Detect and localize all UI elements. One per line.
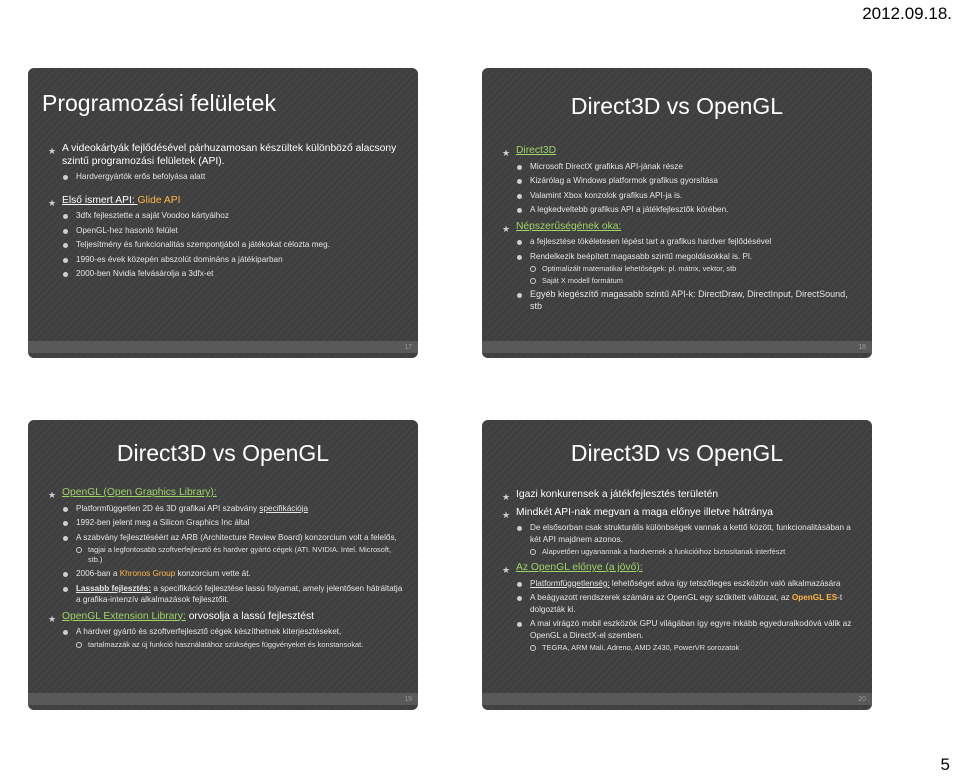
slide-20	[482, 420, 872, 710]
dot-icon	[517, 208, 522, 213]
sub-bullet: Rendelkezik beépített magasabb szintű megoldásokkal is. Pl.	[516, 251, 858, 263]
sub-bullet: a fejlesztése tökéletesen lépést tart a grafikus hardver fejlődésével	[516, 236, 858, 248]
sub-sub-bullet: TEGRA, ARM Mali, Adreno, AMD Z430, PowerVR sorozatok	[530, 643, 858, 653]
dot-icon	[63, 572, 68, 577]
slide-18	[482, 68, 872, 358]
sub-sub-bullet: Optimalizált matematikai lehetőségek: pl. mátrix, vektor, stb	[530, 264, 858, 274]
bullet: ★ OpenGL (Open Graphics Library):	[48, 487, 217, 500]
dot-icon	[517, 194, 522, 199]
dot-icon	[517, 240, 522, 245]
sub-sub-bullet: tartalmazzák az új funkció használatához szükséges függvényeket és konstansokat.	[76, 640, 404, 650]
sub-bullet: 1990-es évek közepén abszolút domináns a játékiparban	[62, 254, 404, 266]
sub-sub-bullet: Alapvetően ugyanannak a hardvernek a funkcióihoz biztosítanak interfészt	[530, 547, 858, 557]
sub-bullet: Microsoft DirectX grafikus API-jának része	[516, 161, 858, 173]
slide-19	[28, 420, 418, 710]
sub-bullet: Valamint Xbox konzolok grafikus API-ja is.	[516, 190, 858, 202]
sub-bullet: 2000-ben Nvidia felvásárolja a 3dfx-et	[62, 268, 404, 280]
circle-icon	[76, 547, 82, 553]
dot-icon	[63, 507, 68, 512]
dot-icon	[63, 214, 68, 219]
sub-bullet: Kizárólag a Windows platformok grafikus gyorsítása	[516, 175, 858, 187]
slide-number: 20	[858, 696, 866, 703]
sub-bullet: A legkedveltebb grafikus API a játékfejlesztők körében.	[516, 204, 858, 216]
bullet: ★ A videokártyák fejlődésével párhuzamosan készültek különböző alacsony szintű programozási felületek (API).	[48, 143, 397, 167]
dot-icon	[517, 622, 522, 627]
dot-icon	[63, 175, 68, 180]
bullet-icon: ★	[502, 509, 511, 520]
dot-icon	[63, 258, 68, 263]
slide-title: Direct3D vs OpenGL	[116, 440, 330, 466]
sub-bullet: Lassabb fejlesztés: a specifikáció fejlesztése lassú folyamat, amely jelentősen hátráltatja a grafika-intenzív alkalmazások fejlesztőit.	[62, 583, 404, 606]
dot-icon	[517, 165, 522, 170]
bullet-icon: ★	[502, 492, 511, 502]
dot-icon	[63, 536, 68, 541]
dot-icon	[517, 596, 522, 601]
sub-bullet: Platformfüggetlenség: lehetőséget adva így tetszőleges eszközön való alkalmazására	[516, 578, 858, 590]
sub-bullet: Platformfüggetlen 2D és 3D grafikai API szabvány specifikációja	[62, 503, 404, 515]
sub-bullet: 3dfx fejlesztette a saját Voodoo kártyáihoz	[62, 210, 404, 222]
sub-bullet: OpenGL-hez hasonló felület	[62, 225, 404, 237]
dot-icon	[517, 526, 522, 531]
sub-bullet: A hardver gyártó és szoftverfejlesztő cégek készíthetnek kiterjesztéseket,	[62, 626, 404, 638]
dot-icon	[517, 293, 522, 298]
dot-icon	[63, 243, 68, 248]
sub-sub-bullet: tagjai a legfontosabb szoftverfejlesztő és hardver gyártó cégek (ATI. NVIDIA. Intel. Microsoft, stb.)	[76, 545, 404, 565]
spec-link[interactable]: specifikációja	[259, 503, 309, 513]
circle-icon	[530, 278, 536, 284]
sub-bullet: Egyéb kiegészítő magasabb szintű API-k: DirectDraw, DirectInput, DirectSound, stb	[516, 289, 858, 312]
dot-icon	[63, 229, 68, 234]
dot-icon	[517, 179, 522, 184]
sub-bullet: A szabvány fejlesztéséért az ARB (Architecture Review Board) konzorcium volt a felelős,	[62, 532, 404, 544]
page-number: 5	[940, 755, 950, 774]
bullet-icon: ★	[502, 148, 511, 158]
slide-number: 19	[404, 696, 412, 703]
circle-icon	[530, 549, 536, 555]
slide-footer-band	[28, 341, 418, 353]
slide-number: 18	[858, 344, 866, 351]
slide-number: 17	[404, 344, 412, 351]
circle-icon	[530, 266, 536, 272]
sub-bullet: 2006-ban a Khronos Group konzorcium vette át.	[62, 568, 404, 580]
sub-bullet: Hardvergyártók erős befolyása alatt	[62, 171, 404, 183]
slide-title: Direct3D vs OpenGL	[570, 93, 784, 119]
sub-bullet: De elsősorban csak strukturális különbségek vannak a kettő között, funkcionalitásában a két API majdnem azonos.	[516, 522, 858, 545]
bullet: ★ Népszerűségének oka:	[502, 220, 622, 234]
print-date: 2012.09.18.	[862, 4, 952, 23]
circle-icon	[76, 642, 82, 648]
sub-bullet: A mai virágzó mobil eszközök GPU világában így egyre inkább egyeduralkodóvá válik az OpenGL a DirectX-el szemben.	[516, 618, 858, 641]
bullet: ★ Az OpenGL előnye (a jövő):	[502, 562, 643, 575]
sub-bullet: Teljesítmény és funkcionalitás szempontjából a játékokat célozta meg.	[62, 239, 404, 251]
bullet-icon: ★	[48, 613, 57, 624]
bullet: ★ Direct3D	[502, 145, 557, 158]
bullet: ★ OpenGL Extension Library: orvosolja a lassú fejlesztést	[48, 610, 315, 624]
sub-bullet: 1992-ben jelent meg a Silicon Graphics Inc által	[62, 517, 404, 529]
bullet-icon: ★	[502, 565, 511, 575]
dot-icon	[63, 630, 68, 635]
dot-icon	[517, 255, 522, 260]
bullet: ★ Első ismert API: Glide API	[48, 194, 181, 208]
bullet: ★ Mindkét API-nak megvan a maga előnye illetve hátránya	[502, 506, 773, 520]
bullet: ★ Igazi konkurensek a játékfejlesztés területén	[502, 489, 719, 502]
slide-17	[28, 68, 418, 358]
slide-footer-band	[28, 693, 418, 705]
slide-title: Direct3D vs OpenGL	[570, 440, 784, 466]
dot-icon	[63, 521, 68, 526]
bullet-icon: ★	[502, 223, 511, 234]
slide-footer-band	[482, 341, 872, 353]
sub-sub-bullet: Saját X modell formátum	[530, 276, 858, 286]
slide-footer-band	[482, 693, 872, 705]
bullet-icon: ★	[48, 197, 57, 208]
slide-title: Programozási felületek	[42, 90, 276, 116]
dot-icon	[517, 582, 522, 587]
dot-icon	[63, 587, 68, 592]
bullet-icon: ★	[48, 146, 57, 156]
circle-icon	[530, 645, 536, 651]
dot-icon	[63, 272, 68, 277]
sub-bullet: A beágyazott rendszerek számára az OpenGL egy szűkített változat, az OpenGL ES-t dolgozták ki.	[516, 592, 858, 615]
bullet-icon: ★	[48, 490, 57, 500]
